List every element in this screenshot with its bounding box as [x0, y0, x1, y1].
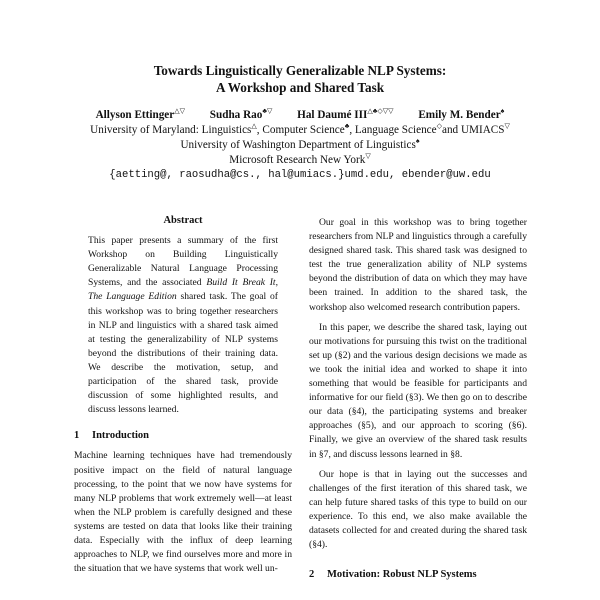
abstract-body: This paper presents a summary of the first Workshop on Building Linguistically Generalizable Natural Language Processing Systems, and the associated Build It Break It, The Language Edition shared task. The goal of this workshop was to bring together researchers in NLP and linguistics with a shared task aimed at testing the generalizability of NLP systems beyond the distributions of their training data. We describe the motivation, setup, and participation of the shared task, provide discussion of some highlighted results, and discuss lessons learned.: [88, 235, 278, 416]
right-column: [309, 216, 527, 588]
author-1: Allyson Ettinger△▽: [95, 107, 185, 121]
author-4: Emily M. Bender♠: [418, 107, 505, 121]
left-column: [74, 214, 292, 576]
affiliation-maryland: University of Maryland: Linguistics△, Computer Science♣, Language Science◇and UMIACS▽: [90, 122, 510, 136]
section-2-heading: 2 Motivation: Robust NLP Systems: [309, 569, 477, 581]
affiliation-washington: University of Washington Department of Linguistics♠: [180, 137, 420, 151]
author-emails: {aetting@, raosudha@cs., hal@umiacs.}umd.edu, ebender@uw.edu: [109, 169, 491, 181]
paper-title: [0, 62, 600, 96]
author-names: [0, 108, 600, 123]
goal-paragraph: Our goal in this workshop was to bring together researchers from NLP and linguistics through a carefully designed shared task. This shared task was designed to test the true generalization ability of NLP systems beyond the distribution of data on which they may have been trained. In addition to the shared task, the workshop also welcomed research contribution papers.: [309, 217, 527, 313]
affiliation-microsoft: Microsoft Research New York▽: [229, 152, 371, 166]
hope-paragraph: Our hope is that in laying out the successes and challenges of the first iteration of this shared task, we can help future shared tasks of this type to build on our experience. To this end, we also make available the datasets collected for and created during the shared task (§4).: [309, 468, 527, 551]
abstract-heading: Abstract: [163, 215, 203, 226]
title-line-2: A Workshop and Shared Task: [215, 80, 385, 95]
title-line-1: Towards Linguistically Generalizable NLP Systems:: [153, 63, 447, 78]
author-2: Sudha Rao♣▽: [209, 107, 273, 121]
outline-paragraph: In this paper, we describe the shared task, laying out our motivations for pursuing this twist on the traditional set up (§2) and the various design decisions we made as we took the initial idea and worked to shape it into something that would be feasible for participants and informative for our field (§3). We then go on to describe our data (§4), the participating systems and breaker approaches (§5), and our approach to scoring (§6). Finally, we give an overview of the shared task results in §7, and discuss lessons learned in §8.: [309, 321, 527, 460]
section-1-heading: 1 Introduction: [74, 430, 149, 442]
intro-paragraph: Machine learning techniques have had tremendously positive impact on the field of natural language processing, to the point that we now have systems for many NLP problems that work extremely well—at least when the NLP problem is carefully designed and these systems are tested on data that looks like their training data. Especially with the influx of deep learning approaches to NLP, we find ourselves more and more in the situation that we have systems that work well un-: [74, 450, 292, 575]
author-3: Hal Daumé III△♣◇▽▽: [297, 107, 394, 121]
author-block: [0, 108, 600, 183]
